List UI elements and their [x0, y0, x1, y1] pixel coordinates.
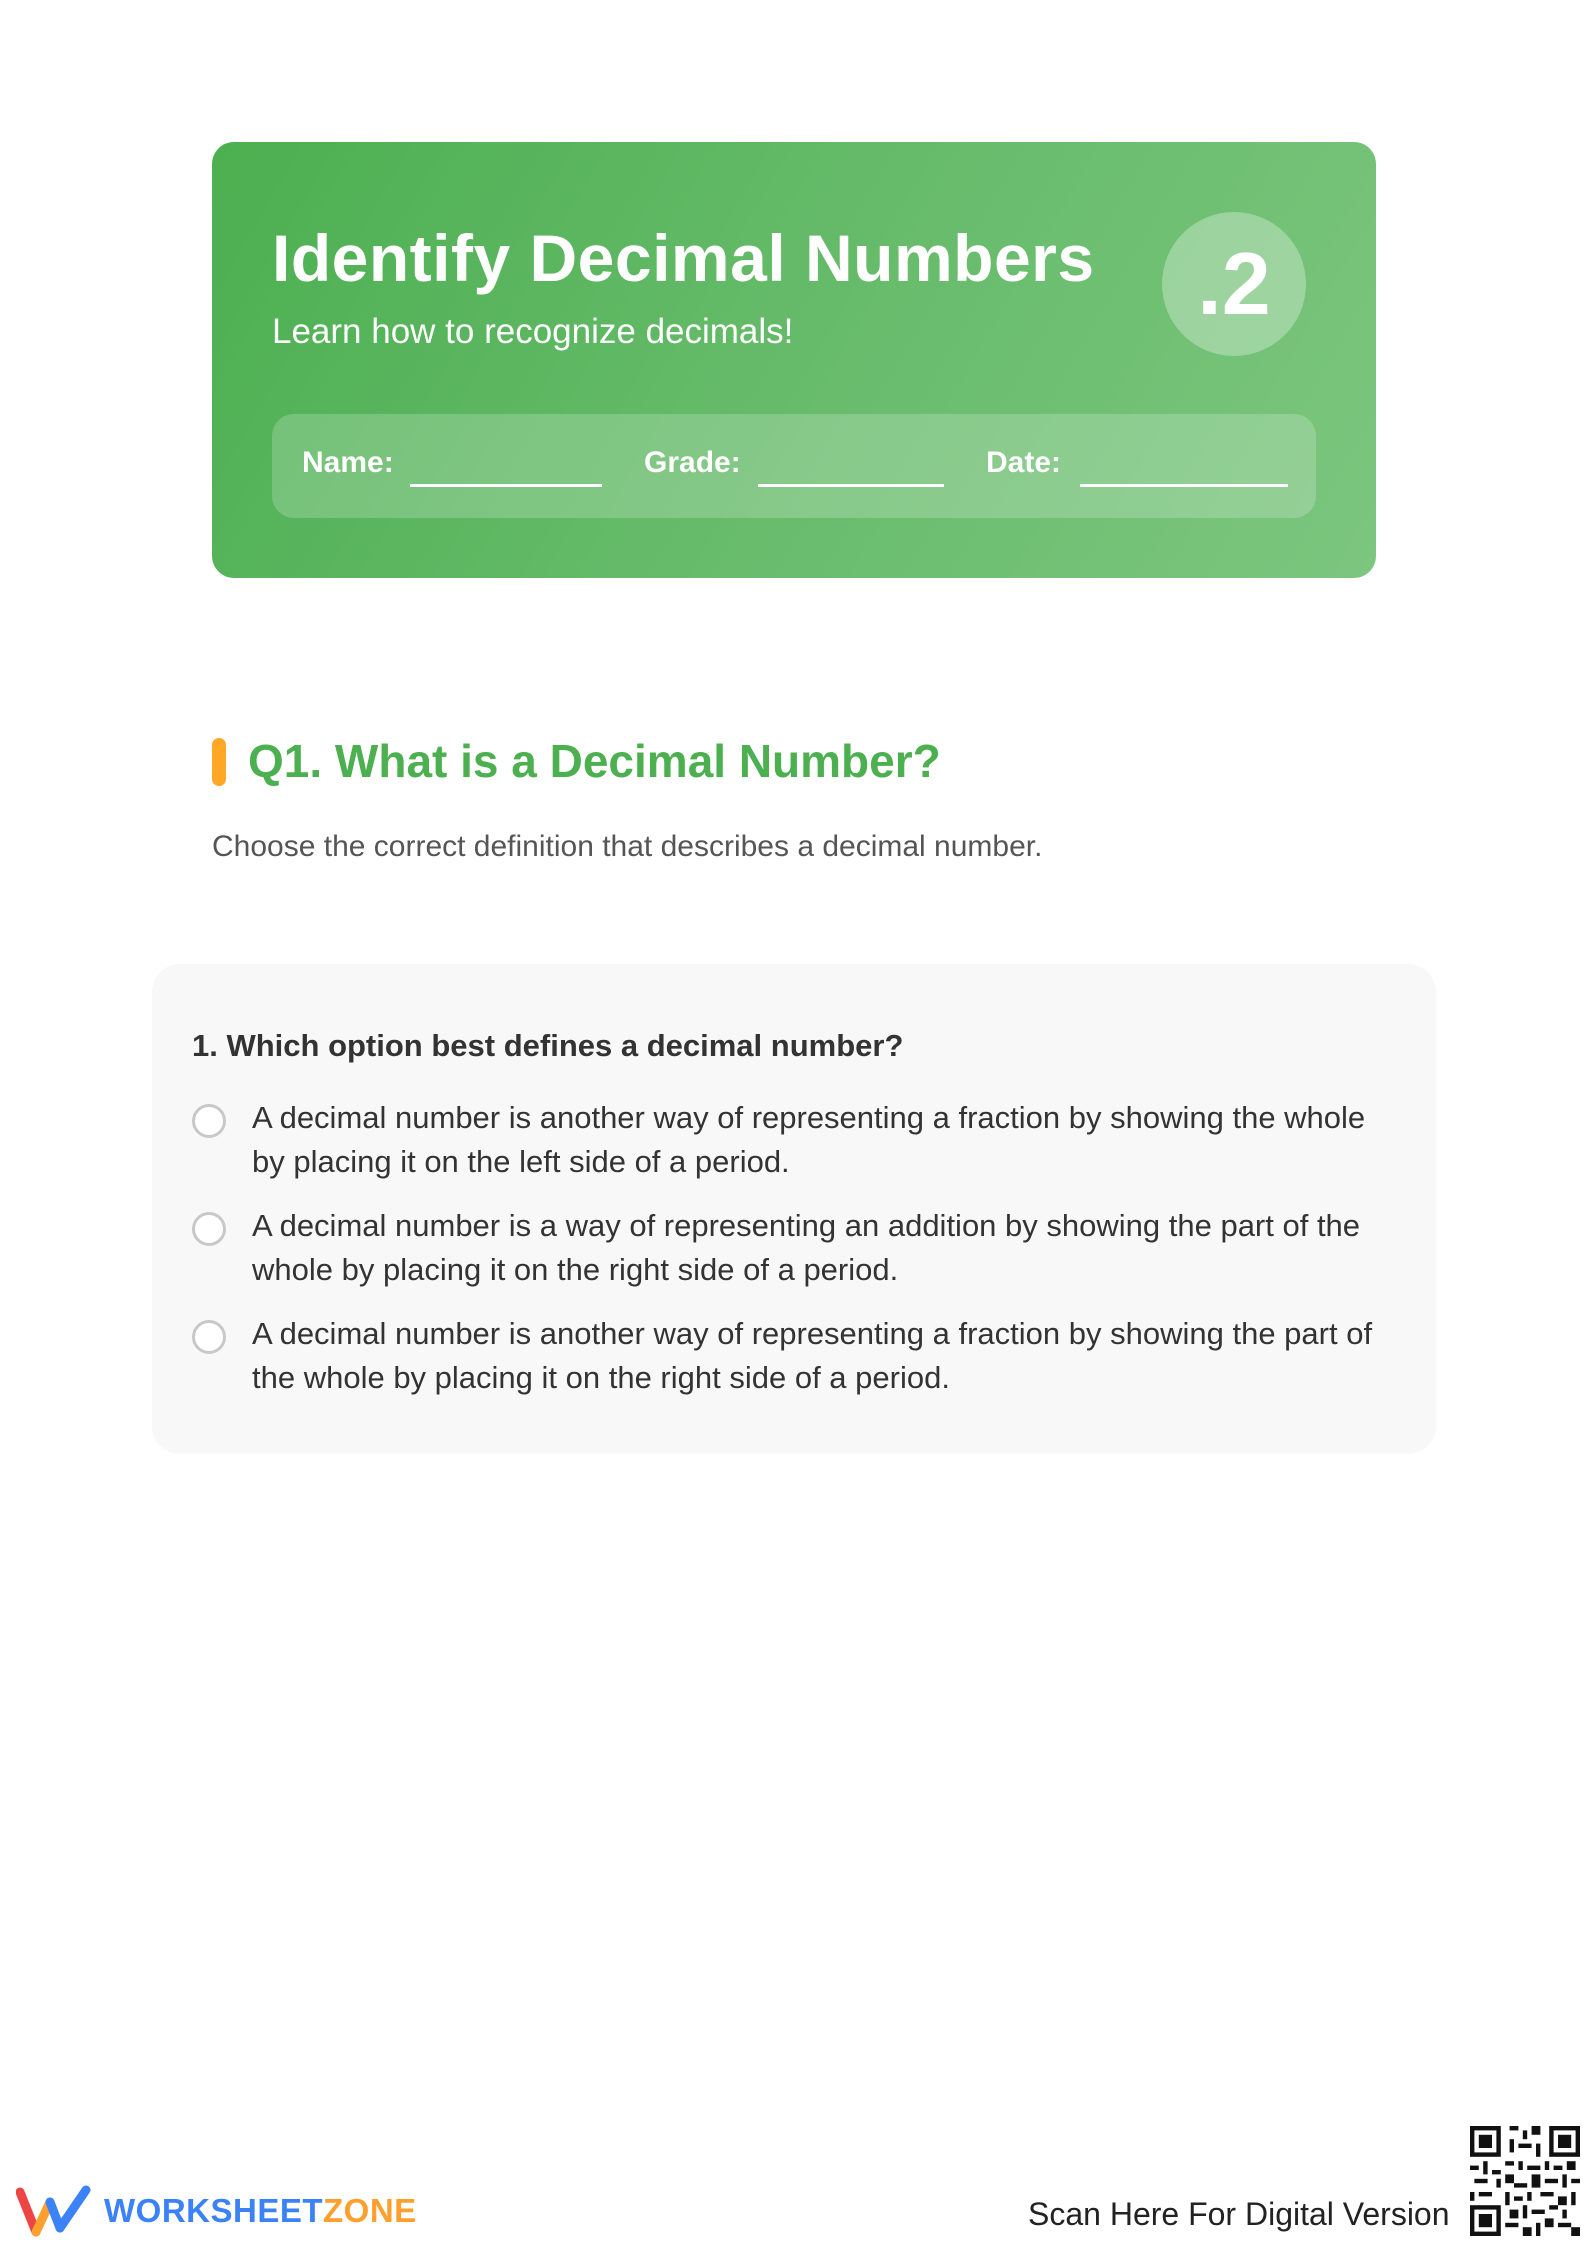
page-title: Identify Decimal Numbers: [272, 221, 1095, 295]
student-info-bar: [272, 414, 1316, 518]
option-2-text: A decimal number is a way of representing an addition by showing the part of the whole by placing it on the right side of a period.: [252, 1208, 1361, 1287]
option-3-text: A decimal number is another way of representing a fraction by showing the part of the whole by placing it on the right side of a period.: [252, 1316, 1373, 1395]
radio-button-3[interactable]: [192, 1320, 226, 1354]
worksheetzone-logo[interactable]: [16, 2184, 417, 2238]
date-field[interactable]: [1080, 484, 1288, 487]
worksheet-header: [212, 142, 1376, 578]
radio-button-2[interactable]: [192, 1212, 226, 1246]
question-card: [152, 964, 1436, 1454]
question-text: 1. Which option best defines a decimal number?: [192, 1028, 904, 1063]
qr-code-icon[interactable]: [1470, 2126, 1580, 2236]
section-title: Q1. What is a Decimal Number?: [248, 735, 941, 787]
name-label: Name:: [302, 446, 394, 479]
logo-w-icon: [16, 2184, 94, 2238]
radio-button-1[interactable]: [192, 1104, 226, 1138]
option-2[interactable]: [192, 1204, 1402, 1292]
section-accent-bar: [212, 738, 226, 786]
date-label: Date:: [986, 446, 1062, 479]
option-1[interactable]: [192, 1096, 1402, 1184]
logo-text: WORKSHEETZONE: [104, 2192, 417, 2229]
name-field[interactable]: [410, 484, 602, 487]
decimal-badge: .2: [1162, 212, 1306, 356]
section-instructions: Choose the correct definition that describes a decimal number.: [212, 830, 1043, 863]
scan-prompt: Scan Here For Digital Version: [1028, 2196, 1450, 2232]
page-subtitle: Learn how to recognize decimals!: [272, 312, 794, 351]
grade-field[interactable]: [758, 484, 944, 487]
option-3[interactable]: [192, 1312, 1402, 1400]
option-1-text: A decimal number is another way of representing a fraction by showing the whole by placing it on the left side of a period.: [252, 1100, 1366, 1179]
grade-label: Grade:: [644, 446, 741, 479]
